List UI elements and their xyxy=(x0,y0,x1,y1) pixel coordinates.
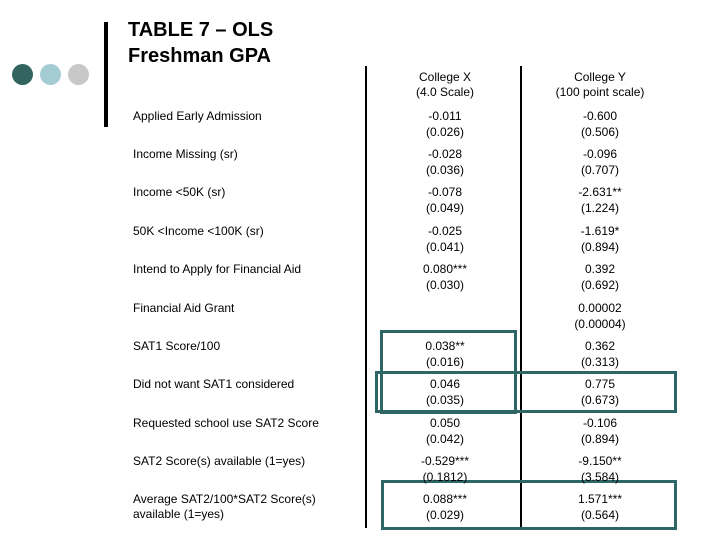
cell-college-y: -0.096 (0.707) xyxy=(580,147,620,177)
cell-college-x: -0.028 (0.036) xyxy=(425,147,465,177)
cell-college-x: -0.025 (0.041) xyxy=(425,224,465,254)
row-label: Requested school use SAT2 Score xyxy=(133,416,319,430)
cell-college-y: -0.106 (0.894) xyxy=(580,416,620,446)
row-label: Average SAT2/100*SAT2 Score(s) available (1=yes) xyxy=(133,492,316,521)
cell-college-y: -9.150** (3.584) xyxy=(578,454,622,484)
cell-college-x: -0.529*** (0.1812) xyxy=(420,454,470,484)
cell-college-y: 0.362 (0.313) xyxy=(580,339,620,369)
row-label: Financial Aid Grant xyxy=(133,301,235,315)
cell-college-x: 0.046 (0.035) xyxy=(425,377,465,407)
row-label: Applied Early Admission xyxy=(133,109,262,123)
cell-college-x: 0.080*** (0.030) xyxy=(422,262,468,292)
cell-college-x: 0.038** (0.016) xyxy=(425,339,465,369)
row-label: Did not want SAT1 considered xyxy=(133,377,295,391)
row-label: SAT1 Score/100 xyxy=(133,339,221,353)
row-label: SAT2 Score(s) available (1=yes) xyxy=(133,454,306,468)
table-divider-right xyxy=(520,66,522,528)
dot-dark-teal xyxy=(12,64,33,85)
cell-college-x: -0.078 (0.049) xyxy=(425,185,465,215)
decorative-dots xyxy=(12,64,89,85)
cell-college-y: 1.571*** (0.564) xyxy=(577,492,623,522)
row-label: 50K <Income <100K (sr) xyxy=(133,224,264,238)
cell-college-y: -1.619* (0.894) xyxy=(580,224,620,254)
cell-college-y: 0.775 (0.673) xyxy=(580,377,620,407)
cell-college-y: 0.00002 (0.00004) xyxy=(574,301,626,331)
cell-college-y: -0.600 (0.506) xyxy=(580,109,620,139)
table-divider-left xyxy=(365,66,367,528)
row-label: Income <50K (sr) xyxy=(133,185,226,199)
cell-college-x: -0.011 (0.026) xyxy=(425,109,465,139)
cell-college-x: 0.088*** (0.029) xyxy=(422,492,468,522)
page-title xyxy=(128,17,273,69)
column-header-college-x: College X (4.0 Scale) xyxy=(415,70,475,99)
title-divider xyxy=(104,22,108,127)
column-header-college-y: College Y (100 point scale) xyxy=(555,70,645,99)
cell-college-x: 0.050 (0.042) xyxy=(425,416,465,446)
dot-gray xyxy=(68,64,89,85)
row-label: Income Missing (sr) xyxy=(133,147,238,161)
title-line-1: TABLE 7 – OLS xyxy=(128,19,274,41)
row-label: Intend to Apply for Financial Aid xyxy=(133,262,302,276)
cell-college-y: -2.631** (1.224) xyxy=(578,185,622,215)
cell-college-y: 0.392 (0.692) xyxy=(580,262,620,292)
dot-light-teal xyxy=(40,64,61,85)
title-line-2: Freshman GPA xyxy=(128,45,271,67)
